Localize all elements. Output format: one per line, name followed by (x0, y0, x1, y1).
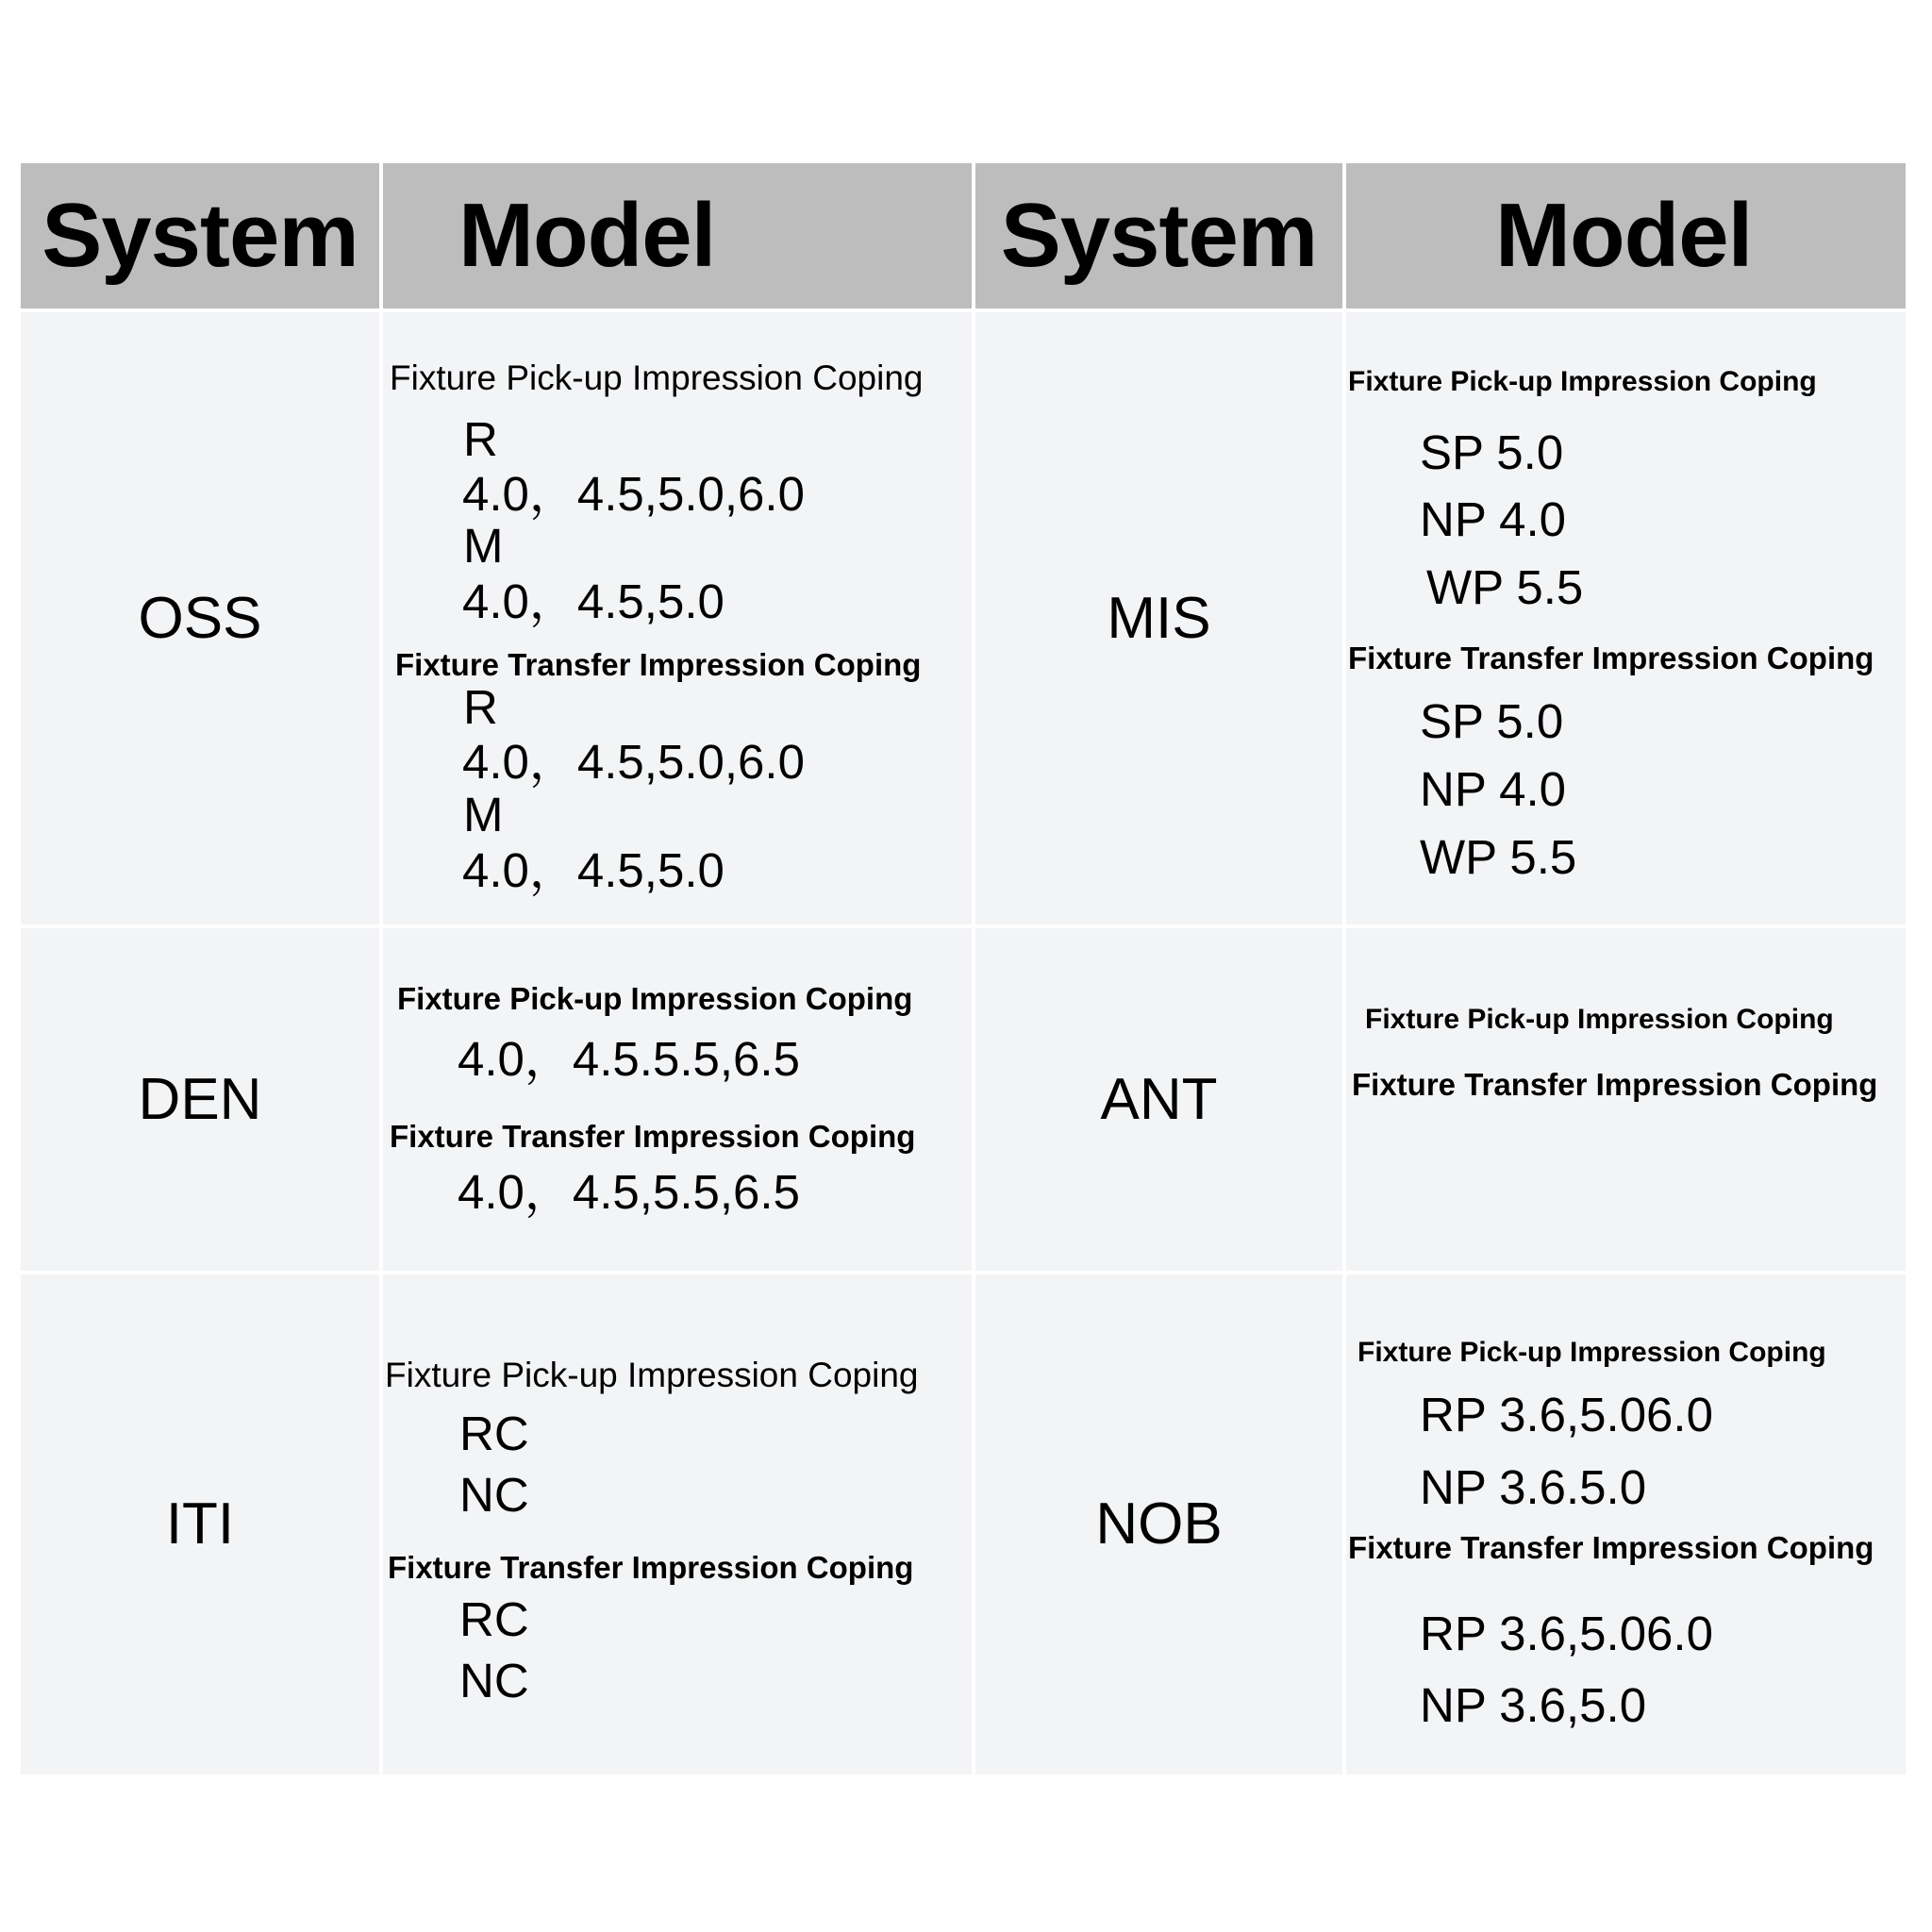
model-values: NC (459, 1654, 529, 1707)
model-values: RP 3.6,5.06.0 (1420, 1607, 1713, 1660)
system-cell-nob (975, 1274, 1342, 1774)
model-series-label: R (463, 412, 498, 466)
system-name: DEN (138, 1066, 262, 1132)
model-cell-oss (383, 312, 972, 924)
model-values: WP 5.5 (1420, 830, 1577, 884)
compatibility-table (21, 163, 1906, 1778)
section-title-transfer: Fixture Transfer Impression Coping (395, 647, 922, 682)
model-values: SP 5.0 (1420, 425, 1564, 479)
section-title-pickup: Fixture Pick-up Impression Coping (1357, 1337, 1826, 1368)
system-cell-mis (975, 312, 1342, 924)
model-values: 4.0，4.5.5.5,6.5 (458, 1032, 800, 1086)
section-title-transfer: Fixture Transfer Impression Coping (388, 1550, 914, 1585)
model-values: RC (459, 1592, 529, 1646)
model-series-label: M (463, 519, 504, 573)
model-series-label: M (463, 788, 504, 841)
model-values: RP 3.6,5.06.0 (1420, 1388, 1713, 1441)
model-values: SP 5.0 (1420, 694, 1564, 748)
model-values: NP 3.6.5.0 (1420, 1460, 1647, 1514)
model-values: NP 4.0 (1420, 492, 1566, 546)
system-name: MIS (1107, 585, 1211, 651)
system-name: NOB (1095, 1491, 1223, 1557)
header-model-left (383, 163, 972, 308)
model-values: 4.0，4.5,5.0,6.0 (462, 467, 805, 521)
header-model-left-label: Model (458, 185, 716, 286)
system-name: ANT (1100, 1066, 1218, 1132)
model-values: NP 3.6,5.0 (1420, 1678, 1647, 1732)
section-title-pickup: Fixture Pick-up Impression Coping (1348, 366, 1817, 397)
system-name: OSS (138, 585, 262, 651)
model-values: 4.0，4.5,5.0 (462, 843, 724, 897)
section-title-transfer: Fixture Transfer Impression Coping (390, 1119, 916, 1154)
system-cell-den (21, 928, 379, 1271)
section-title-transfer: Fixture Transfer Impression Coping (1352, 1067, 1878, 1102)
header-system-left (21, 163, 379, 308)
header-model-right-label: Model (1495, 185, 1753, 286)
section-title-transfer: Fixture Transfer Impression Coping (1348, 1530, 1874, 1565)
model-cell-den (383, 928, 972, 1271)
model-values: NC (459, 1468, 529, 1522)
model-cell-iti (383, 1274, 972, 1774)
header-system-right-label: System (1000, 185, 1318, 286)
model-values: 4.0，4.5,5.0,6.0 (462, 735, 805, 789)
section-title-pickup: Fixture Pick-up Impression Coping (390, 358, 924, 397)
model-cell-mis (1346, 312, 1906, 924)
model-series-label: R (463, 680, 498, 734)
model-cell-nob (1346, 1274, 1906, 1774)
section-title-pickup: Fixture Pick-up Impression Coping (1365, 1004, 1834, 1035)
model-values: 4.0，4.5,5.0 (462, 575, 724, 628)
model-values: RC (459, 1407, 529, 1460)
system-cell-oss (21, 312, 379, 924)
model-cell-ant (1346, 928, 1906, 1271)
system-name: ITI (165, 1491, 235, 1557)
system-cell-ant (975, 928, 1342, 1271)
section-title-transfer: Fixture Transfer Impression Coping (1348, 641, 1874, 675)
header-model-right (1346, 163, 1906, 308)
model-values: 4.0，4.5,5.5,6.5 (458, 1165, 800, 1219)
system-cell-iti (21, 1274, 379, 1774)
model-values: WP 5.5 (1426, 560, 1584, 614)
header-system-right (975, 163, 1342, 308)
header-system-left-label: System (42, 185, 358, 286)
model-values: NP 4.0 (1420, 762, 1566, 816)
section-title-pickup: Fixture Pick-up Impression Coping (385, 1356, 919, 1394)
section-title-pickup: Fixture Pick-up Impression Coping (397, 981, 913, 1016)
